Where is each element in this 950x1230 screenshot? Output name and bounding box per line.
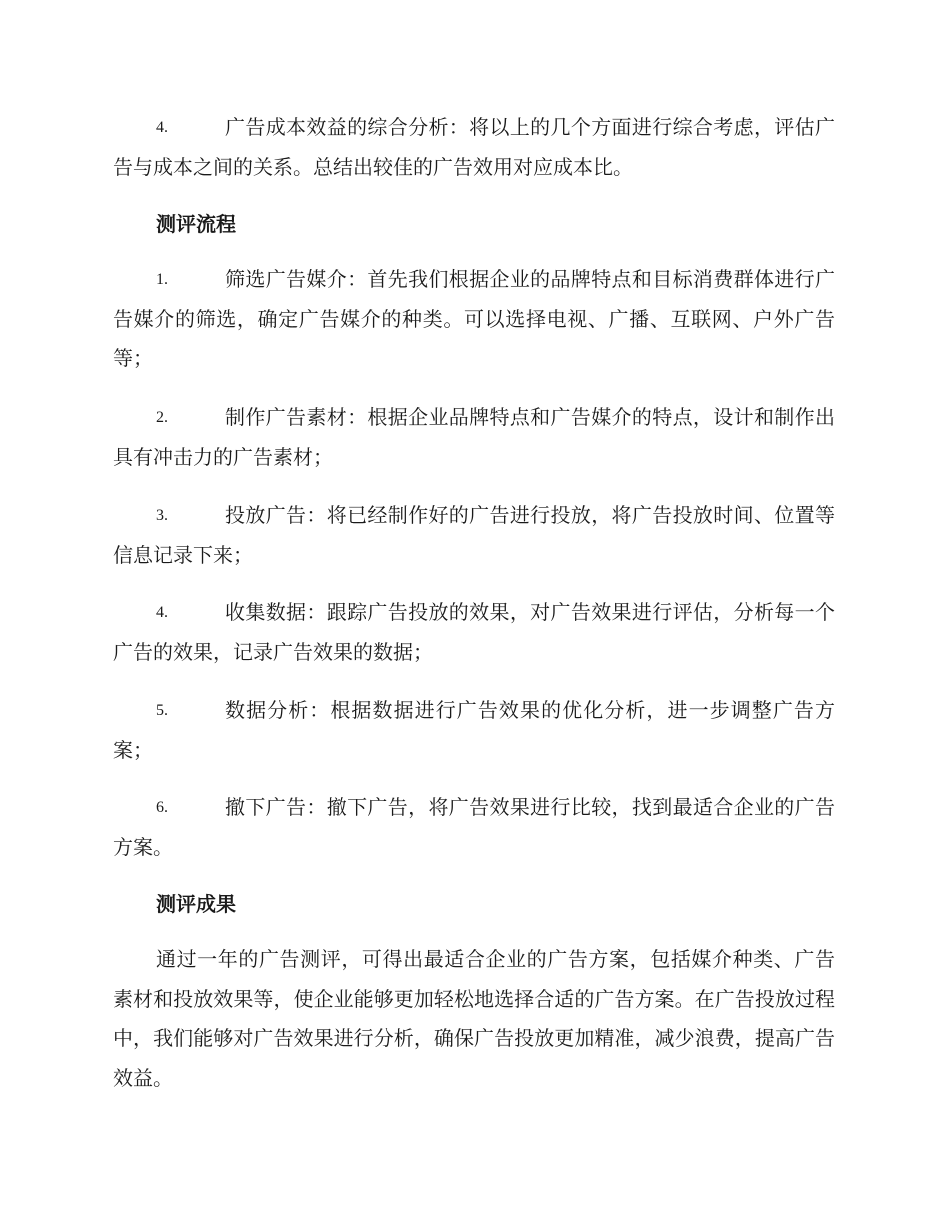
list-item (113, 593, 835, 672)
list-item (113, 691, 835, 770)
list-number: 2. (156, 409, 168, 426)
list-item-text: 数据分析：根据数据进行广告效果的优化分析，进一步调整广告方案； (113, 698, 835, 762)
intro-item-4 (113, 108, 835, 187)
list-number: 4. (156, 119, 168, 136)
list-item (113, 260, 835, 379)
results-paragraph: 通过一年的广告测评，可得出最适合企业的广告方案，包括媒介种类、广告素材和投放效果等，使企业能够更加轻松地选择合适的广告方案。在广告投放过程中，我们能够对广告效果进行分析，确保广告投放更加精准，减少浪费，提高广告效益。 (113, 947, 835, 1090)
list-item-text: 收集数据：跟踪广告投放的效果，对广告效果进行评估，分析每一个广告的效果，记录广告效果的数据； (113, 600, 835, 664)
list-item-text: 投放广告：将已经制作好的广告进行投放，将广告投放时间、位置等信息记录下来； (113, 503, 835, 567)
results-paragraph-block (113, 940, 835, 1098)
list-item-text: 制作广告素材：根据企业品牌特点和广告媒介的特点，设计和制作出具有冲击力的广告素材； (113, 405, 835, 469)
list-item (113, 788, 835, 867)
list-number: 4. (156, 604, 168, 621)
process-item-5 (113, 691, 835, 770)
list-item (113, 108, 835, 187)
list-number: 1. (156, 271, 168, 288)
process-item-3 (113, 496, 835, 575)
section-heading-results: 测评成果 (156, 892, 236, 916)
list-item (113, 398, 835, 477)
section-heading-process: 测评流程 (156, 212, 236, 236)
process-item-1 (113, 260, 835, 379)
list-number: 6. (156, 799, 168, 816)
list-item-text: 筛选广告媒介：首先我们根据企业的品牌特点和目标消费群体进行广告媒介的筛选，确定广告媒介的种类。可以选择电视、广播、互联网、户外广告等； (113, 267, 835, 370)
process-item-6 (113, 788, 835, 867)
list-number: 5. (156, 702, 168, 719)
list-number: 3. (156, 507, 168, 524)
process-item-2 (113, 398, 835, 477)
list-item-text: 撤下广告：撤下广告，将广告效果进行比较，找到最适合企业的广告方案。 (113, 795, 835, 859)
process-item-4 (113, 593, 835, 672)
list-item-text: 广告成本效益的综合分析：将以上的几个方面进行综合考虑，评估广告与成本之间的关系。总结出较佳的广告效用对应成本比。 (113, 115, 835, 179)
list-item (113, 496, 835, 575)
